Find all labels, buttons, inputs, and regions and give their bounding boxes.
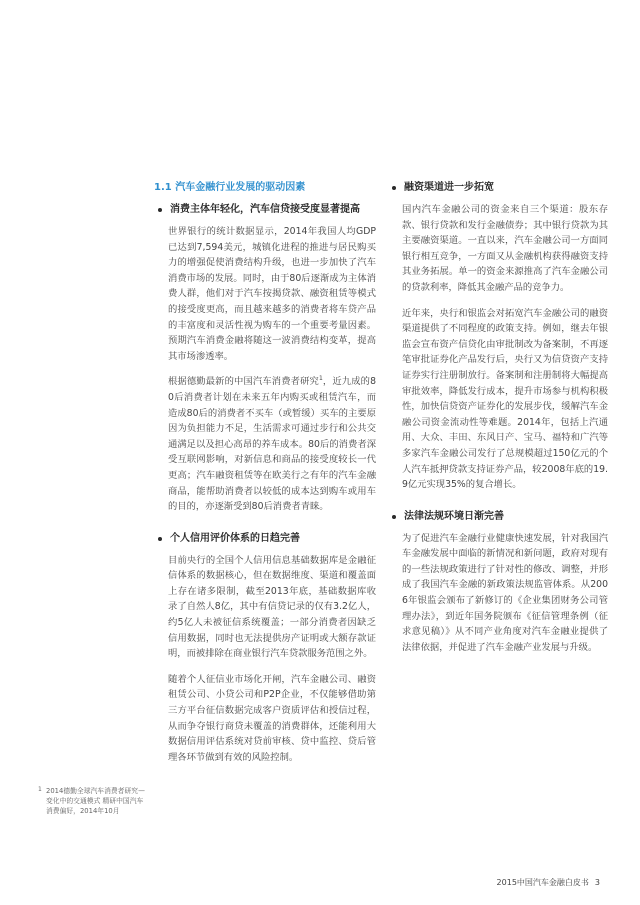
section-title: 1.1 汽车金融行业发展的驱动因素 [154, 182, 306, 193]
bullet-heading-financing-channels: 融资渠道进一步拓宽 [388, 180, 608, 196]
paragraph-credit-database: 目前央行的全国个人信用信息基础数据库是金融征信体系的数据核心，但在数据维度、渠道和覆盖面上存在诸多限制，截至2013年底，基础数据库收录了自然人8亿，其中有信贷记录的仅有3.2亿人，约5亿人未被征信系统覆盖；一部分消费者因缺乏信用数据，同时也无法提供房产证明或大额存款证明，而被排除在商业银行汽车贷款服务范围之外。 [168, 554, 376, 660]
paragraph-gdp-consumption: 世界银行的统计数据显示，2014年我国人均GDP已达到7,594美元，城镇化进程的推进与居民购买力的增强促使消费结构升级，也进一步加快了汽车消费市场的发展。同时，由于80后逐渐成为主体消费人群，他们对于汽车按揭贷款、融资租赁等模式的接受度更高，而且越来越多的消费者将车贷产品的丰富度和灵活性视为购车的一个重要考量因素。预期汽车消费金融将随这一波消费结构变革，提高其市场渗透率。 [168, 226, 376, 362]
bullet-heading-legal-environment: 法律法规环境日渐完善 [388, 509, 608, 525]
page-number: 3 [594, 878, 600, 887]
right-column [388, 180, 608, 665]
page-footer [497, 877, 600, 888]
paragraph-credit-marketization: 随着个人征信业市场化开闸，汽车金融公司、融资租赁公司、小贷公司和P2P企业，不仅能够借助第三方平台征信数据完成客户资质评估和授信过程，从而争夺银行商贷未覆盖的消费群体，还能利用大数据信用评估系统对贷前审核、贷中监控、贷后管理各环节做到有效的风险控制。 [168, 673, 376, 763]
paragraph-deloitte-study [168, 374, 376, 514]
bullet-heading-youth-consumers: 消费主体年轻化，汽车信贷接受度显著提高 [154, 202, 376, 218]
paragraph-policy-support: 近年来，央行和银监会对拓宽汽车金融公司的融资渠道提供了不同程度的政策支持。例如，继去年银监会宣布资产信贷化由审批制改为备案制，不再逐笔审批证券化产品发行后，央行又为信贷资产支持证券实行注册制放行。备案制和注册制将大幅提高审批效率，降低发行成本，提升市场参与机构积极性，加快信贷资产证券化的发展步伐，缓解汽车金融公司资金流动性等难题。2014年，包括上汽通用、大众、丰田、东风日产、宝马、福特和广汽等多家汽车金融公司发行了总规模超过150亿元的个人汽车抵押贷款支持证券产品，较2008年底的19.9亿元实现35%的复合增长。 [402, 307, 608, 491]
paragraph-text-a: 根据德勤最新的中国汽车消费者研究 [168, 376, 319, 388]
footnote: 2014德勤全球汽车消费者研究—变化中的交通模式 精研中国汽车消费偏好，2014年10月 [46, 787, 145, 815]
bullet-heading-credit-system: 个人信用评价体系的日趋完善 [154, 531, 376, 547]
paragraph-regulations: 为了促进汽车金融行业健康快速发展，针对我国汽车金融发展中面临的新情况和新问题，政府对现有的一些法规政策进行了针对性的修改、调整，并形成了我国汽车金融的新政策法规监管体系。从2006年银监会颁布了新修订的《企业集团财务公司管理办法》，到近年国务院颁布《征信管理条例（征求意见稿）》从不同产业角度对汽车金融业提供了法律依据，并促进了汽车金融产业发展与升级。 [402, 532, 608, 653]
paragraph-text-b: ，近九成的80后消费者计划在未来五年内购买或租赁汽车，而造成80后的消费者不买车（或暂缓）买车的主要原因为负担能力不足，生活需求可通过步行和公共交通满足以及担心高昂的养车成本。80后的消费者深受互联网影响，对新信息和商品的接受度较长一代更高；汽车融资租赁等在欧美行之有年的汽车金融商品，能帮助消费者以较低的成本达到购车或用车的目的，亦逐渐受到80后消费者青睐。 [168, 376, 376, 513]
footer-title: 2015中国汽车金融白皮书 [496, 878, 589, 887]
paragraph-funding-sources: 国内汽车金融公司的资金来自三个渠道：股东存款、银行贷款和发行金融债券；其中银行贷款为其主要融资渠道。一直以来，汽车金融公司一方面同银行相互竞争，一方面又从金融机构获得融资支持其业务拓展。单一的资金来源推高了汽车金融公司的贷款利率，降低其金融产品的竞争力。 [402, 204, 608, 293]
left-column [154, 180, 376, 775]
footnote-mark: 1 [38, 786, 42, 793]
footnote-reference: 1 [318, 375, 323, 383]
